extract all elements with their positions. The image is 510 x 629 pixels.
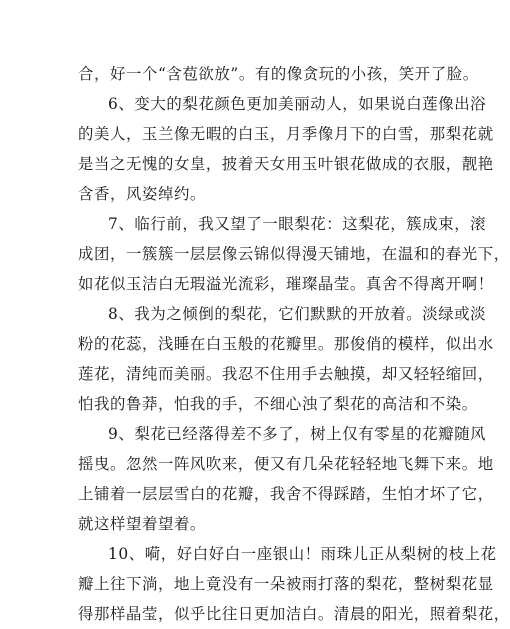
paragraph-9-line-1: 9、梨花已经落得差不多了，树上仅有零星的花瓣随风 <box>108 425 487 443</box>
paragraph-6-line-1: 6、变大的梨花颜色更加美丽动人，如果说白莲像出浴 <box>108 95 487 113</box>
paragraph-7-line-1: 7、临行前，我又望了一眼梨花：这梨花，簇成束，滚 <box>108 215 487 233</box>
paragraph-7-line-3: 如花似玉洁白无瑕溢光流彩，璀璨晶莹。真舍不得离开啊！ <box>78 275 494 293</box>
paragraph-7-line-2: 成团，一簇簇一层层像云锦似得漫天铺地，在温和的春光下， <box>78 245 510 263</box>
paragraph-6-line-2: 的美人，玉兰像无暇的白玉，月季像月下的白雪，那梨花就 <box>78 125 494 143</box>
paragraph-6-line-4: 含香，风姿绰约。 <box>78 185 206 203</box>
paragraph-10-line-3: 得那样晶莹，似乎比往日更加洁白。清晨的阳光，照着梨花， <box>78 605 510 623</box>
paragraph-10-line-2: 瓣上往下淌，地上竟没有一朵被雨打落的梨花，整树梨花显 <box>78 575 494 593</box>
paragraph-9-line-4: 就这样望着望着。 <box>78 515 206 533</box>
paragraph-10-line-1: 10、嗬，好白好白一座银山！雨珠儿正从梨树的枝上花 <box>108 545 497 563</box>
paragraph-8-line-3: 莲花，清纯而美丽。我忍不住用手去触摸，却又轻轻缩回， <box>78 365 494 383</box>
paragraph-8-line-2: 粉的花蕊，浅睡在白玉般的花瓣里。那俊俏的模样，似出水 <box>78 335 494 353</box>
paragraph-9-line-3: 上铺着一层层雪白的花瓣，我舍不得踩踏，生怕才坏了它， <box>78 485 494 503</box>
paragraph-8-line-1: 8、我为之倾倒的梨花，它们默默的开放着。淡绿或淡 <box>108 305 487 323</box>
paragraph-8-line-4: 怕我的鲁莽，怕我的手，不细心浊了梨花的高洁和不染。 <box>78 395 478 413</box>
paragraph-9-line-2: 摇曳。忽然一阵风吹来，便又有几朵花轻轻地飞舞下来。地 <box>78 455 494 473</box>
paragraph-6-line-3: 是当之无愧的女皇，披着天女用玉叶银花做成的衣服，靓艳 <box>78 155 494 173</box>
text-line-1: 合，好一个“含苞欲放”。有的像贪玩的小孩，笑开了脸。 <box>78 65 479 83</box>
